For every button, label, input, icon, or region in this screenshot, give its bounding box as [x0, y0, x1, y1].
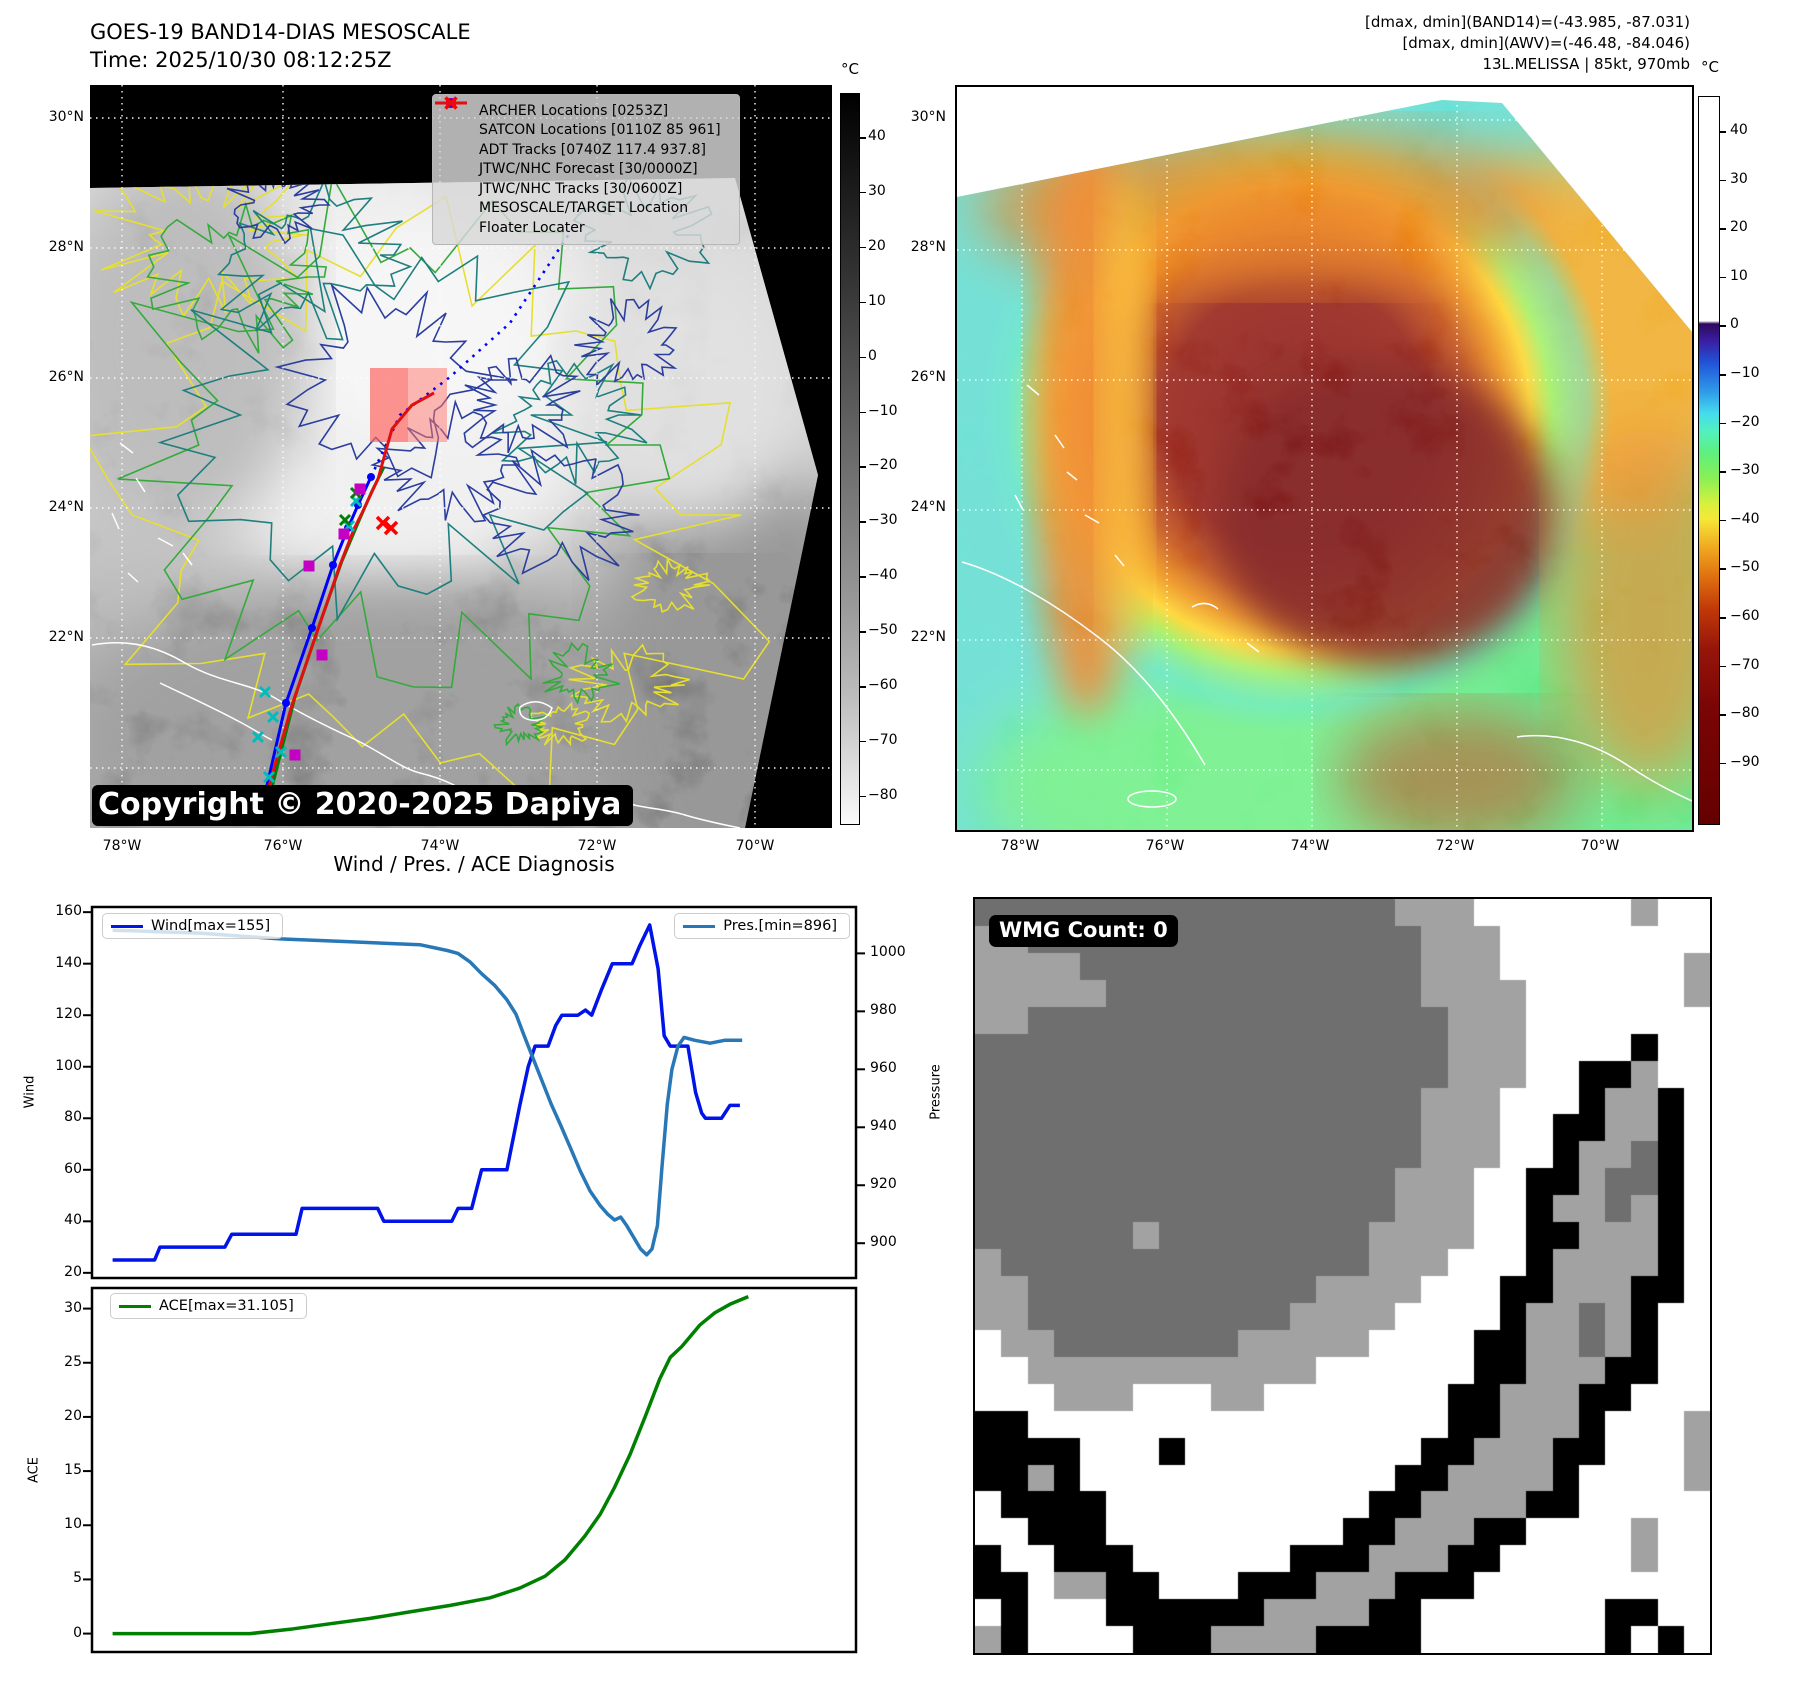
- colorbar-tick-label: −70: [868, 731, 898, 748]
- pressure-legend-label: Pres.[min=896]: [723, 918, 837, 934]
- y-tick-label: 40: [64, 1212, 82, 1229]
- colorbar-tick-label: 30: [1730, 170, 1748, 187]
- band14-colorbar-unit: °C: [841, 60, 859, 78]
- colorbar-tick-label: 20: [1730, 219, 1748, 236]
- colorbar-tick: [1720, 131, 1726, 133]
- map-legend: [432, 94, 740, 245]
- colorbar-tick: [860, 686, 866, 688]
- awv-map-image: [957, 87, 1692, 830]
- awv-satellite-map: [955, 85, 1694, 832]
- ace-series-line: [113, 1297, 749, 1634]
- colorbar-tick: [1720, 714, 1726, 716]
- awv-dmax-dmin: [dmax, dmin](AWV)=(-46.48, -84.046): [1402, 34, 1690, 52]
- y-tick-label: 900: [870, 1234, 897, 1251]
- wind-axis-label: Wind: [22, 1075, 38, 1109]
- wmg-count-badge: WMG Count: 0: [989, 915, 1178, 947]
- band14-colorbar: [840, 93, 860, 825]
- colorbar-tick: [1720, 568, 1726, 570]
- red-line-icon: [433, 95, 469, 111]
- colorbar-tick: [1720, 520, 1726, 522]
- y-tick-label: 25: [64, 1353, 82, 1370]
- lat-label: 24°N: [48, 499, 84, 515]
- band14-satellite-map: [90, 85, 832, 828]
- colorbar-tick-label: −50: [1730, 559, 1760, 576]
- y-tick-label: 980: [870, 1002, 897, 1019]
- legend-item-label: SATCON Locations [0110Z 85 961]: [479, 122, 721, 139]
- colorbar-tick: [1720, 617, 1726, 619]
- lon-label: 70°W: [1580, 838, 1620, 854]
- colorbar-tick-label: −20: [868, 457, 898, 474]
- colorbar-tick-label: −60: [1730, 608, 1760, 624]
- legend-item-label: ARCHER Locations [0253Z]: [479, 102, 669, 119]
- colorbar-tick: [860, 302, 866, 304]
- legend-item-label: MESOSCALE/TARGET Location: [479, 200, 689, 217]
- colorbar-tick-label: −30: [868, 512, 898, 529]
- colorbar-tick-label: 0: [1730, 316, 1739, 333]
- lon-label: 74°W: [1290, 838, 1330, 854]
- legend-item-label: ADT Tracks [0740Z 117.4 937.8]: [479, 141, 706, 158]
- colorbar-tick-label: −50: [868, 622, 898, 639]
- copyright-badge: Copyright © 2020-2025 Dapiya: [92, 785, 633, 826]
- lon-label: 72°W: [1435, 838, 1475, 854]
- y-tick-label: 5: [73, 1570, 82, 1587]
- colorbar-tick: [1720, 763, 1726, 765]
- colorbar-tick-label: 40: [1730, 122, 1748, 138]
- colorbar-tick: [860, 466, 866, 468]
- y-tick-label: 20: [64, 1407, 82, 1424]
- colorbar-tick-label: −60: [868, 677, 898, 693]
- colorbar-tick-label: −70: [1730, 656, 1760, 673]
- y-tick-label: 120: [55, 1006, 82, 1023]
- y-tick-label: 0: [73, 1624, 82, 1641]
- colorbar-tick: [1720, 471, 1726, 473]
- colorbar-tick: [860, 247, 866, 249]
- colorbar-tick-label: 10: [868, 292, 886, 309]
- lat-label: 26°N: [48, 369, 84, 385]
- lon-label: 76°W: [1145, 838, 1185, 854]
- lat-label: 28°N: [910, 239, 946, 255]
- storm-info: [1365, 12, 1690, 75]
- y-tick-label: 940: [870, 1118, 897, 1135]
- y-tick-label: 100: [55, 1057, 82, 1074]
- lon-label: 72°W: [577, 838, 617, 854]
- colorbar-tick: [860, 412, 866, 414]
- colorbar-tick-label: −10: [1730, 365, 1760, 381]
- y-tick-label: 960: [870, 1060, 897, 1077]
- legend-item: [439, 218, 731, 238]
- wind-line-icon: [111, 925, 143, 928]
- y-tick-label: 160: [55, 903, 82, 920]
- colorbar-tick-label: 30: [868, 182, 886, 199]
- legend-item: [439, 101, 731, 121]
- y-tick-label: 80: [64, 1109, 82, 1126]
- lat-label: 22°N: [48, 629, 84, 645]
- ace-chart: [92, 1288, 856, 1652]
- lat-label: 26°N: [910, 369, 946, 385]
- wind-pressure-chart: [92, 907, 856, 1278]
- colorbar-tick-label: −80: [868, 786, 898, 803]
- colorbar-tick: [860, 631, 866, 633]
- lon-label: 78°W: [102, 838, 142, 854]
- colorbar-tick: [860, 192, 866, 194]
- legend-item-label: Floater Locater: [479, 219, 585, 236]
- y-tick-label: 60: [64, 1160, 82, 1177]
- ace-axis-label: ACE: [26, 1457, 42, 1483]
- colorbar-tick: [860, 796, 866, 798]
- colorbar-tick: [860, 741, 866, 743]
- colorbar-tick: [1720, 666, 1726, 668]
- legend-item: [439, 199, 731, 219]
- pressure-series-line: [113, 930, 743, 1255]
- colorbar-tick: [1720, 180, 1726, 182]
- colorbar-tick: [1720, 423, 1726, 425]
- colorbar-tick: [860, 576, 866, 578]
- satellite-title: GOES-19 BAND14-DIAS MESOSCALE: [90, 20, 471, 44]
- colorbar-tick-label: −80: [1730, 705, 1760, 722]
- colorbar-tick-label: 0: [868, 347, 877, 364]
- colorbar-tick: [860, 137, 866, 139]
- legend-item-label: JTWC/NHC Forecast [30/0000Z]: [479, 161, 698, 178]
- colorbar-tick-label: −20: [1730, 413, 1760, 430]
- chart-title: Wind / Pres. / ACE Diagnosis: [333, 852, 615, 876]
- y-tick-label: 920: [870, 1176, 897, 1193]
- colorbar-tick: [860, 357, 866, 359]
- legend-item: [439, 121, 731, 141]
- wind-legend: [102, 913, 283, 939]
- colorbar-tick: [860, 521, 866, 523]
- lon-label: 70°W: [735, 838, 775, 854]
- colorbar-tick-label: 20: [868, 237, 886, 254]
- wind-series-line: [113, 925, 740, 1260]
- page-title: [90, 18, 471, 74]
- ace-legend: [110, 1293, 307, 1319]
- legend-item-label: JTWC/NHC Tracks [30/0600Z]: [479, 180, 683, 197]
- y-tick-label: 15: [64, 1462, 82, 1479]
- colorbar-tick-label: −30: [1730, 462, 1760, 479]
- colorbar-tick: [1720, 325, 1726, 327]
- y-tick-label: 10: [64, 1516, 82, 1533]
- lon-label: 74°W: [420, 838, 460, 854]
- colorbar-tick-label: −90: [1730, 753, 1760, 770]
- timestamp: Time: 2025/10/30 08:12:25Z: [90, 48, 392, 72]
- awv-colorbar-unit: °C: [1701, 58, 1719, 76]
- pressure-axis-label: Pressure: [928, 1064, 944, 1120]
- storm-intensity: 13L.MELISSA | 85kt, 970mb: [1482, 55, 1690, 73]
- ace-line-icon: [119, 1305, 151, 1308]
- lat-label: 28°N: [48, 239, 84, 255]
- wmg-grid-image: [975, 899, 1710, 1653]
- wmg-grid-panel: [973, 897, 1712, 1655]
- lat-label: 30°N: [910, 109, 946, 125]
- colorbar-tick-label: −40: [1730, 510, 1760, 527]
- colorbar-tick-label: −40: [868, 567, 898, 584]
- ace-legend-label: ACE[max=31.105]: [159, 1298, 294, 1314]
- lat-label: 24°N: [910, 499, 946, 515]
- colorbar-tick: [1720, 277, 1726, 279]
- y-tick-label: 1000: [870, 944, 906, 961]
- pressure-line-icon: [683, 925, 715, 928]
- lon-label: 78°W: [1000, 838, 1040, 854]
- colorbar-tick-label: 40: [868, 128, 886, 144]
- band14-dmax-dmin: [dmax, dmin](BAND14)=(-43.985, -87.031): [1365, 13, 1690, 31]
- lat-label: 22°N: [910, 629, 946, 645]
- pressure-legend: [674, 913, 850, 939]
- wind-legend-label: Wind[max=155]: [151, 918, 271, 934]
- colorbar-tick: [1720, 374, 1726, 376]
- legend-item: [439, 140, 731, 160]
- colorbar-tick-label: −10: [868, 402, 898, 419]
- colorbar-tick: [1720, 228, 1726, 230]
- lat-label: 30°N: [48, 109, 84, 125]
- awv-colorbar: [1698, 96, 1720, 825]
- y-tick-label: 140: [55, 954, 82, 971]
- y-tick-label: 20: [64, 1263, 82, 1280]
- lon-label: 76°W: [263, 838, 303, 854]
- legend-item: [439, 179, 731, 199]
- y-tick-label: 30: [64, 1299, 82, 1316]
- colorbar-tick-label: 10: [1730, 267, 1748, 284]
- legend-item: [439, 160, 731, 180]
